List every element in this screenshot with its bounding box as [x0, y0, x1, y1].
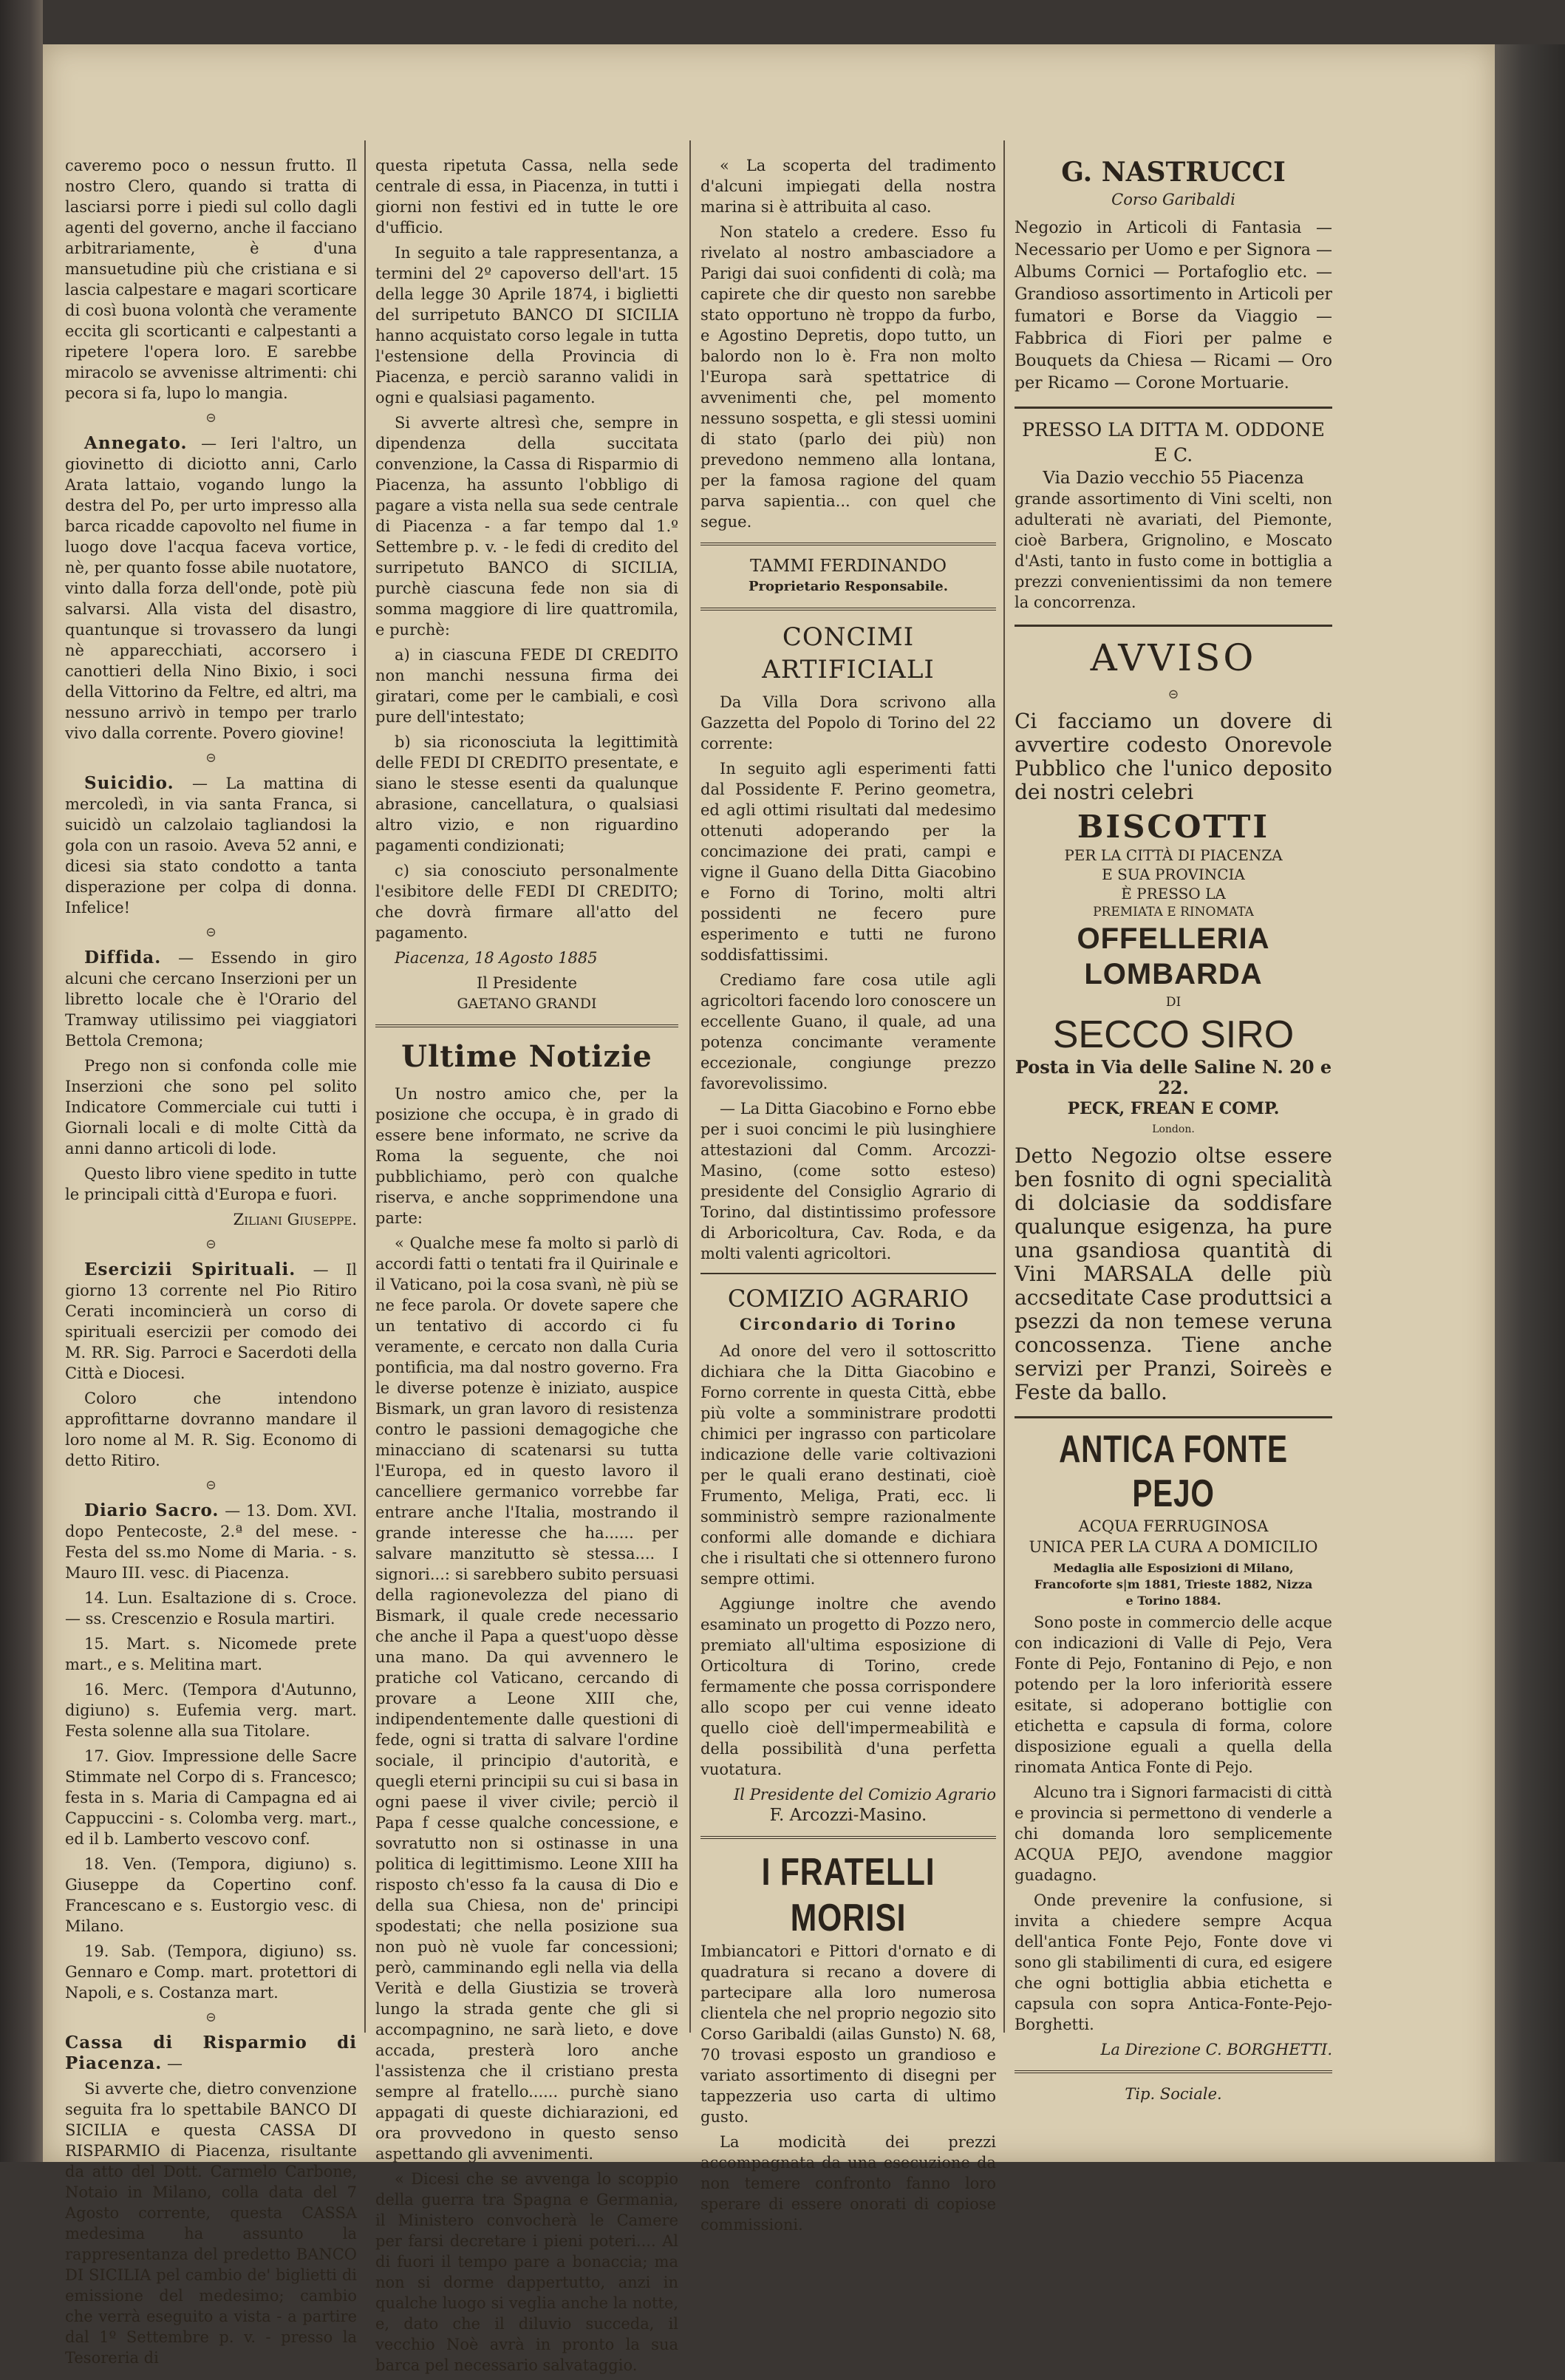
ultime-paragraph-2: « Qualche mese fa molto si parlò di accordi fatti o tentati fra il Quirinale e il Vaticano, poi la cosa svanì, nè più se ne fece parola. Or dovete sapere che un tentativo di accordo ci fu veramente, e cercato non dalla Curia pontificia, ma dal nostro governo. Fra le diverse potenze è iniziato, auspice Bismark, un gran lavoro di resistenza contro le passioni demagogiche che minacciano di scatenarsi su tutta l'Europa, ed in questo lavoro il cancelliere germanico vorrebbe far entrare anche l'Italia, mostrando il grande interesse che ha...... per salvare manzitutto sè stessa.... I signori...: si sarebbero subito persuasi della ragionevolezza del piano di Bismark, il quale crede necessario che anche il Papa a quest'uopo dèsse una mano. Da qui avvennero le pratiche col Vaticano, cercando di provare a Leone XIII che, indipendentemente dalle questioni di fede, ogni si tratta di salvare l'ordine sociale, il principio d'autorità, e quegli eterni principii su cui si basa in ogni paese il viver civile; perciò il Papa f cesse qualche concessione, e sovratutto non si ostinasse in una politica di legittimismo. Leone XIII ha risposto ch'esso fa la causa di Dio e della sua Chiesa, non de' principi spodestati; che nella posizione sua non può nè vuole far concessioni; però, camminando egli nella via della Verità e della Giustizia se troverà lungo la strada gente che gli si accompagnino, ne sarà lieto, e dove accada, presterà loro anche l'assistenza che il cristiano presta sempre al fratello...... purchè siano appagati di queste dichiarazioni, ed ora provvedono in questo senso aspettando gli avvenimenti.: [375, 1234, 678, 2163]
column-3: [700, 155, 996, 2240]
ultime-paragraph-1: Un nostro amico che, per la posizione che occupa, è in grado di essere bene informato, ne scrive da Roma la seguente, che noi pubblichiamo, però con qualche riserva, e anche sopprimendone una parte:: [375, 1085, 678, 1227]
book-binding: [0, 0, 43, 2162]
biscotti-heading: BISCOTTI: [1077, 809, 1270, 845]
concimi-title: CONCIMI ARTIFICIALI: [762, 622, 935, 684]
column-1: caveremo poco o nessun frutto. Il nostro Clero, quando si tratta di lasciarsi porre i piedi sul collo dagli agenti del governo, anche il facciano arbitrariamente, è d'una mansuetudine più che cristiana e si lascia calpestare e magari scorticare di così buona volontà che veramente eccita gli scorticanti e calpestanti a ripetere l'opera loro. E sarebbe miracolo se avvenisse altrimenti: chi pecora si fa, lupo lo mangia. ⊝ Annegato. — Ieri l'altro, un giovinetto di diciotto anni, Carlo Arata lattaio, vogando lungo la destra del Po, per urto impresso alla barca ricadde capovolto nel fiume in luogo dove l'acqua faceva vortice, nè, per quanto fosse abile nuotatore, vinto dalla forza dell'onde, potè più salvarsi. Alla vista del disastro, quantunque si trovassero da lungi nè apparecchiati, accorsero i canottieri della Nino Bixio, i soci della Vittorino da Feltre, ed altri, ma nessuno arrivò in tempo per trarlo vivo dalla corrente. Povero giovine! ⊝ Suicidio. — La mattina di mercoledì, in via santa Franca, si suicidò un calzolaio tagliandosi la gola con un rasoio. Aveva 52 anni, e dicesi sia stato condotto a tanta disperazione per colpa di donna. Infelice! ⊝ Diffida. — Essendo in giro alcuni che cercano Inserzioni per un libretto locale che è l'Orario del Tramway utilissimo pei viaggiatori Bettola Cremona; Prego non si confonda colle mie Inserzioni che sono pel solito Indicatore Commerciale cui tutti i Giornali locali e di molte Città da anni danno articoli di lode. Questo libro viene spedito in tutte le principali città d'Europa e fuori. Ziliani Giuseppe. ⊝ Esercizii Spirituali. — Il giorno 13 corrente nel Pio Ritiro Cerati incomincierà un corso di spirituali esercizii per comodo dei M. RR. Sig. Parroci e Sacerdoti della Città e Diocesi. Coloro che intendono approfittarne dovranno mandare il loro nome al M. R. Sig. Economo di detto Ritiro. ⊝ Diario Sacro. — 13. Dom. XVI. dopo Pentecoste, 2.ª del mese. - Festa del ss.mo Nome di Maria. - s. Mauro III. vesc. di Piacenza. 14. Lun. Esaltazione di s. Croce. — ss. Crescenzio e Rosula martiri. 15. Mart. s. Nicomede prete mart., e s. Melitina mart. 16. Merc. (Tempora d'Autunno, digiuno) s. Eufemia verg. mart. Festa solenne alla sua Titolare. 17. Giov. Impressione delle Sacre Stimmate nel Corpo di s. Francesco; festa in s. Maria di Campagna ed ai Cappuccini - s. Colomba verg. mart., ed il b. Lamberto vescovo conf. 18. Ven. (Tempora, digiuno) s. Giuseppe da Copertino conf. Francescano e s. Eustorgio vesc. di Milano. 19. Sab. (Tempora, digiuno) ss. Gennaro e Comp. mart. protettori di Napoli, e s. Costanza mart. ⊝ Cassa di Risparmio di Piacenza. — Si avverte che, dietro convenzione seguita fra lo spettabile BANCO DI SICILIA e questa CASSA DI RISPARMIO di Piacenza, risultante da atto del Dott. Carmelo Carbone, Notaio in Milano, colla data del 7 Agosto corrente, questa CASSA medesima ha assunto la rappresentanza del predetto BANCO DI SICILIA pel cambio de' biglietti di emissione del medesimo; cambio che verrà eseguito a vista - a partire dal 1º Settembre p. v. - presso la Tesoreria di: [65, 157, 357, 2367]
comizio-signature-name: F. Arcozzi-Masino.: [769, 1806, 927, 1825]
pejo-paragraph-3: Onde prevenire la confusione, si invita a chiedere sempre Acqua dell'antica Fonte Pejo, Fonte dove vi sono gli stabilimenti di cura, ed esigere che ogni bottiglia abbia etichetta e capsula con sopra Antica-Fonte-Pejo-Borghetti.: [1015, 1891, 1332, 2033]
proprietor-role: Proprietario Responsabile.: [749, 579, 948, 594]
esercizi-heading: Esercizii Spirituali.: [84, 1259, 296, 1279]
oddone-text: grande assortimento di Vini scelti, non adulterati nè avariati, del Piemonte, cioè Barbera, Grignolino, e Moscato d'Asti, tanto in fusto come in bottiglia a prezzi convenientissimi da non temere la concorrenza.: [1015, 490, 1332, 611]
annegato-text: — Ieri l'altro, un giovinetto di diciotto anni, Carlo Arata lattaio, vogando lungo la destra del Po, per urto impresso alla barca ricadde capovolto nel fiume in luogo dove l'acqua faceva vortice, nè, per quanto fosse abile nuotatore, vinto dalla forza dell'onde, potè più salvarsi. Alla vista del disastro, quantunque si trovassero da lungi nè apparecchiati, accorsero i canottieri della Nino Bixio, i soci della Vittorino da Feltre, ed altri, ma nessuno arrivò in tempo per trarlo vivo dalla corrente. Povero giovine!: [65, 435, 357, 742]
proprietor-name: TAMMI FERDINANDO: [750, 557, 947, 576]
avviso-di: DI: [1165, 995, 1182, 1010]
scoperta-paragraph: « La scoperta del tradimento d'alcuni impiegati della nostra marina si è attribuita al caso.: [700, 157, 996, 216]
nastrucci-text: Negozio in Articoli di Fantasia — Necessario per Uomo e per Signora — Albums Cornici — Portafoglio etc. — Grandioso assortimento in Articoli per fumatori e Borse da Viaggio — Fabbrica di Fiori per palme e Bouquets da Chiesa — Ricami — Oro per Ricamo — Corone Mortuarie.: [1015, 219, 1332, 392]
oddone-ad: [1015, 418, 1332, 627]
avviso-address: Posta in Via delle Saline N. 20 e 22.: [1015, 1056, 1332, 1098]
comizio-signature-title: Il Presidente del Comizio Agrario: [734, 1786, 996, 1803]
cassa-heading: Cassa di Risparmio di Piacenza.: [65, 2033, 357, 2073]
pejo-subtitle-1: ACQUA FERRUGINOSA: [1078, 1517, 1269, 1535]
cassa-paragraph-3: Si avverte altresì che, sempre in dipendenza della succitata convenzione, la Cassa di Risparmio di Piacenza, ha assunto l'obbligo di pagare a vista nella sua sede centrale di Piacenza - a far tempo dal 1.º Settembre p. v. - le fedi di credito del surripetuto BANCO di SICILIA, purchè ciascuna fede non sia di somma maggiore di lire quattromila, e purchè:: [375, 414, 678, 639]
concimi-paragraph-4: — La Ditta Giacobino e Forno ebbe per i suoi concimi le più lusinghiere attestazioni dal Comm. Arcozzi-Masino, (come sotto esteso) presidente del Consiglio Agrario di Torino, dal distintissimo professore di Arboricoltura, Cav. Roda, e da molti valenti agricoltori.: [700, 1100, 996, 1262]
suicidio-text: — La mattina di mercoledì, in via santa Franca, si suicidò un calzolaio tagliandosi la gola con un rasoio. Aveva 52 anni, e dicesi sia stato condotto a tanta disperazione per colpa di donna. Infelice!: [65, 775, 357, 917]
morisi-paragraph-1: Imbiancatori e Pittori d'ornato e di quadratura si recano a dovere di partecipare alla loro numerosa clientela che nel proprio negozio sito Corso Garibaldi (ailas Gunsto) N. 68, 70 trovasi esposto un grandioso e variato assortimento di disegni per tappezzeria uso carta di ultimo gusto.: [700, 1942, 996, 2126]
cassa-text: Si avverte che, dietro convenzione seguita fra lo spettabile BANCO DI SICILIA e questa CASSA DI RISPARMIO di Piacenza, risultante da atto del Dott. Carmelo Carbone, Notaio in Milano, colla data del 7 Agosto corrente, questa CASSA medesima ha assunto la rappresentanza del predetto BANCO DI SICILIA pel cambio de' biglietti di emissione del medesimo; cambio che verrà eseguito a vista - a partire dal 1º Settembre p. v. - presso la Tesoreria di: [65, 2080, 357, 2367]
comizio-title: COMIZIO AGRARIO: [727, 1285, 969, 1313]
annegato-heading: Annegato.: [84, 433, 188, 453]
concimi-paragraph-1: Da Villa Dora scrivono alla Gazzetta del Popolo di Torino del 22 corrente:: [700, 693, 996, 752]
cassa-paragraph-2: In seguito a tale rappresentanza, a termini del 2º capoverso dell'art. 15 della legge 30 Aprile 1874, i biglietti del surripetuto BANCO DI SICILIA hanno acquistato corso legale in tutta l'estensione della Provincia di Piacenza, e perciò saranno validi in ogni e qualsiasi pagamento.: [375, 244, 678, 407]
diffida-signature: Ziliani Giuseppe.: [233, 1211, 357, 1228]
secco-siro-heading: SECCO SIRO: [1052, 1013, 1295, 1056]
avviso-text-5: PREMIATA E RINOMATA: [1093, 905, 1254, 919]
ultime-notizie-title: Ultime Notizie: [401, 1039, 652, 1074]
pejo-paragraph-2: Alcuno tra i Signori farmacisti di città e provincia si permettono di venderle a chi domanda loro semplicemente ACQUA PEJO, avendone maggior guadagno.: [1015, 1784, 1332, 1884]
section-rule: [700, 543, 996, 545]
ornament: ⊝: [205, 410, 217, 426]
comizio-paragraph-2: Aggiunge inoltre che avendo esaminato un progetto di Pozzo nero, premiato all'ultima esposizione di Orticoltura di Torino, crede fermamente che possa corrispondere allo scopo per cui venne ideato quello cioè dell'impermeabilità e della possibilità d'una perfetta vuotatura.: [700, 1595, 996, 1778]
condition-b: b) sia riconosciuta la legittimità delle FEDI DI CREDITO presentate, e siano le stesse esenti da qualunque abrasione, cancellatura, o qualsiasi altro vizio, e non riguardino pagamenti condizionati;: [375, 733, 678, 854]
pejo-medals: Medaglia alle Esposizioni di Milano, Francoforte s|m 1881, Trieste 1882, Nizza e Torino 1884.: [1034, 1561, 1313, 1608]
avviso-text-1: Ci facciamo un dovere di avvertire codesto Onorevole Pubblico che l'unico deposito dei nostri celebri: [1015, 709, 1332, 804]
book-spine: [1495, 44, 1565, 2162]
pejo-title: ANTICA FONTE PEJO: [1059, 1428, 1288, 1515]
morisi-paragraph-2: La modicità dei prezzi accompagnata da una esecuzione da non temere confronto fanno loro sperare di essere onorati di copiose commissioni.: [700, 2133, 996, 2234]
diario-item: 17. Giov. Impressione delle Sacre Stimmate nel Corpo di s. Francesco; festa in s. Maria di Campagna ed ai Cappuccini - s. Colomba verg. mart., ed il b. Lamberto vescovo conf.: [65, 1747, 357, 1848]
peck-frean-heading: PECK, FREAN E COMP.: [1067, 1099, 1280, 1118]
avviso-ad: [1015, 636, 1332, 1418]
ornament: ⊝: [205, 925, 217, 940]
ornament: ⊝: [205, 750, 217, 766]
president-title: Il Presidente: [476, 974, 578, 992]
diario-item: 15. Mart. s. Nicomede prete mart., e s. Melitina mart.: [65, 1635, 357, 1673]
diffida-text: — Essendo in giro alcuni che cercano Inserzioni per un libretto locale che è l'Orario del Tramway utilissimo pei viaggiatori Bettola Cremona;: [65, 949, 357, 1050]
diario-item: 18. Ven. (Tempora, digiuno) s. Giuseppe da Copertino conf. Francescano e s. Eustorgio vesc. di Milano.: [65, 1855, 357, 1935]
avviso-text-6: Detto Negozio oltse essere ben fosnito di ogni specialità di dolciasie da soddisfare qualunque esigenza, ha pure una gsandiosa quantità di Vini MARSALA delle più accseditate Case produttsici a psezzi da non temese veruna concossenza. Tiene anche servizi per Pranzi, Soireès e Feste da ballo.: [1015, 1143, 1332, 1404]
concimi-paragraph-3: Crediamo fare cosa utile agli agricoltori facendo loro conoscere un eccellente Guano, il quale, ad una potenza concimante veramente eccezionale, congiunge prezzo favorevolissimo.: [700, 971, 996, 1092]
diario-item: 19. Sab. (Tempora, digiuno) ss. Gennaro e Comp. mart. protettori di Napoli, e s. Costanza mart.: [65, 1942, 357, 2002]
condition-a: a) in ciascuna FEDE DI CREDITO non manchi nessuna firma dei giratari, come per le cambiali, e così pure dell'intestato;: [375, 646, 678, 726]
diffida-text-2: Prego non si confonda colle mie Inserzioni che sono pel solito Indicatore Commerciale cui tutti i Giornali locali e di molte Città da anni danno articoli di lode.: [65, 1057, 357, 1157]
ornament: ⊝: [205, 2010, 217, 2025]
esercizi-text-2: Coloro che intendono approfittarne dovranno mandare il loro nome al M. R. Sig. Economo di detto Ritiro.: [65, 1390, 357, 1469]
column-rule: [689, 140, 691, 2033]
scoperta-paragraph-2: Non statelo a credere. Esso fu rivelato al nostro ambasciadore a Parigi dai suoi confidenti di colà; ma capirete che dir questo non sarebbe stato opportuno nè troppo da furbo, e Agostino Depretis, dopo tutto, un balordo non lo è. Fra non molto l'Europa sarà spettatrice di avvenimenti che, pel momento nessuno sospetta, e gli stessi uomini di stato (parlo dei più) non prevedono nemmeno alla lontana, per la famosa ragione del quam parva sapientia... con quel che segue.: [700, 223, 996, 531]
section-rule: [700, 608, 996, 611]
diffida-text-3: Questo libro viene spedito in tutte le principali città d'Europa e fuori.: [65, 1165, 357, 1203]
avviso-title: AVVISO: [1090, 636, 1257, 679]
avviso-text-4: È PRESSO LA: [1121, 885, 1226, 902]
newspaper-page: [43, 44, 1495, 2374]
comizio-subtitle: Circondario di Torino: [740, 1315, 957, 1333]
column-rule: [364, 140, 366, 2033]
diario-item: 16. Merc. (Tempora d'Autunno, digiuno) s. Eufemia verg. mart. Festa solenne alla sua Titolare.: [65, 1681, 357, 1740]
column-4: [1015, 155, 1332, 2104]
diario-text: — 13. Dom. XVI. dopo Pentecoste, 2.ª del mese. - Festa del ss.mo Nome di Maria. - s. Mauro III. vesc. di Piacenza.: [65, 1502, 357, 1582]
diario-item: 14. Lun. Esaltazione di s. Croce. — ss. Crescenzio e Rosula martiri.: [65, 1589, 357, 1628]
condition-c: c) sia conosciuto personalmente l'esibitore delle FEDI DI CREDITO; che dovrà firmare all'atto del pagamento.: [375, 862, 678, 942]
section-rule: [700, 1836, 996, 1839]
nastrucci-title: G. NASTRUCCI: [1061, 157, 1286, 188]
president-name: GAETANO GRANDI: [457, 996, 597, 1012]
ornament: ⊝: [1167, 687, 1179, 702]
nastrucci-ad: [1015, 155, 1332, 409]
concimi-paragraph-2: In seguito agli esperimenti fatti dal Possidente F. Perino geometra, ed agli ottimi risultati dal medesimo ottenuti adoperando per la concimazione dei prati, campi e vigne il Guano della Ditta Giacobino e Forno di Torino, molti altri possidenti ne fecero pure esperimento e tutti ne furono soddisfattissimi.: [700, 760, 996, 964]
ornament: ⊝: [205, 1237, 217, 1252]
column-rule: [1003, 140, 1005, 2033]
esercizi-text: — Il giorno 13 corrente nel Pio Ritiro Cerati incomincierà un corso di spirituali esercizii per comodo dei M. RR. Sig. Parroci e Sacerdoti della Città e Diocesi.: [65, 1261, 357, 1382]
diario-heading: Diario Sacro.: [84, 1500, 219, 1520]
ornament: ⊝: [205, 1478, 217, 1493]
oddone-address: Via Dazio vecchio 55 Piacenza: [1043, 469, 1304, 488]
column-2: [375, 155, 678, 2380]
morisi-title: I FRATELLI MORISI: [761, 1851, 935, 1939]
pejo-subtitle-2: UNICA PER LA CURA A DOMICILIO: [1029, 1538, 1318, 1556]
diffida-heading: Diffida.: [84, 948, 162, 968]
comizio-paragraph-1: Ad onore del vero il sottoscritto dichiara che la Ditta Giacobino e Forno corrente in questa Città, ebbe più volte a somministrare prodotti chimici per ingrasso con particolare indicazione delle varie coltivazioni per le quali erano destinati, cioè Frumento, Meliga, Prati, ecc. li somministrò sempre razionalmente conformi alle domande e dichiara che i risultati che si ottennero furono sempre ottimi.: [700, 1342, 996, 1588]
intro-paragraph: caveremo poco o nessun frutto. Il nostro Clero, quando si tratta di lasciarsi porre i piedi sul collo dagli agenti del governo, anche il facciano arbitrariamente, è d'una mansuetudine più che cristiana e si lascia calpestare e magari scorticare di così buona volontà che veramente eccita gli scorticanti e calpestanti a ripetere l'opera loro. E sarebbe miracolo se avvenisse altrimenti: chi pecora si fa, lupo lo mangia.: [65, 157, 357, 402]
cassa-continued: questa ripetuta Cassa, nella sede centrale di essa, in Piacenza, in tutti i giorni non festivi ed in tutte le ore d'ufficio.: [375, 157, 678, 237]
nastrucci-subtitle: Corso Garibaldi: [1111, 191, 1235, 208]
pejo-paragraph-1: Sono poste in commercio delle acque con indicazioni di Valle di Pejo, Vera Fonte di Pejo, Fontanino di Pejo, e non potendo per la loro inferiorità essere esitate, si adoperano bottiglie con etichetta e capsula di forma, colore disposizione eguali a quella della rinomata Antica Fonte di Pejo.: [1015, 1614, 1332, 1776]
oddone-title: PRESSO LA DITTA M. ODDONE E C.: [1022, 419, 1325, 466]
section-rule: [1015, 2070, 1332, 2073]
cassa-date: Piacenza, 18 Agosto 1885: [395, 949, 598, 967]
avviso-text-3: E SUA PROVINCIA: [1102, 866, 1245, 883]
suicidio-heading: Suicidio.: [84, 773, 174, 793]
printer-credit: Tip. Sociale.: [1125, 2085, 1222, 2103]
section-rule: [375, 1024, 678, 1027]
peck-london: London.: [1152, 1123, 1195, 1135]
pejo-ad: [1015, 1427, 1332, 2104]
ultime-paragraph-3: « Dicesi che se avvenga lo scoppio della guerra tra Spagna e Germania, il Ministero convocherà le Camere per farsi decretare i pieni poteri.... Al di fuori il tempo pare a bonaccia; ma non si dorme dappertutto, anzi in qualche luogo si veglia anche la notte, e, dato che il diluvio succeda, il vecchio Noè avrà in pronto la sua barca pel necessario salvataggio.: [375, 2170, 678, 2374]
pejo-signature: La Direzione C. BORGHETTI.: [1100, 2041, 1332, 2058]
offelleria-heading: OFFELLERIA LOMBARDA: [1077, 922, 1270, 990]
avviso-text-2: PER LA CITTÀ DI PIACENZA: [1064, 846, 1283, 864]
section-rule: [700, 1273, 996, 1274]
